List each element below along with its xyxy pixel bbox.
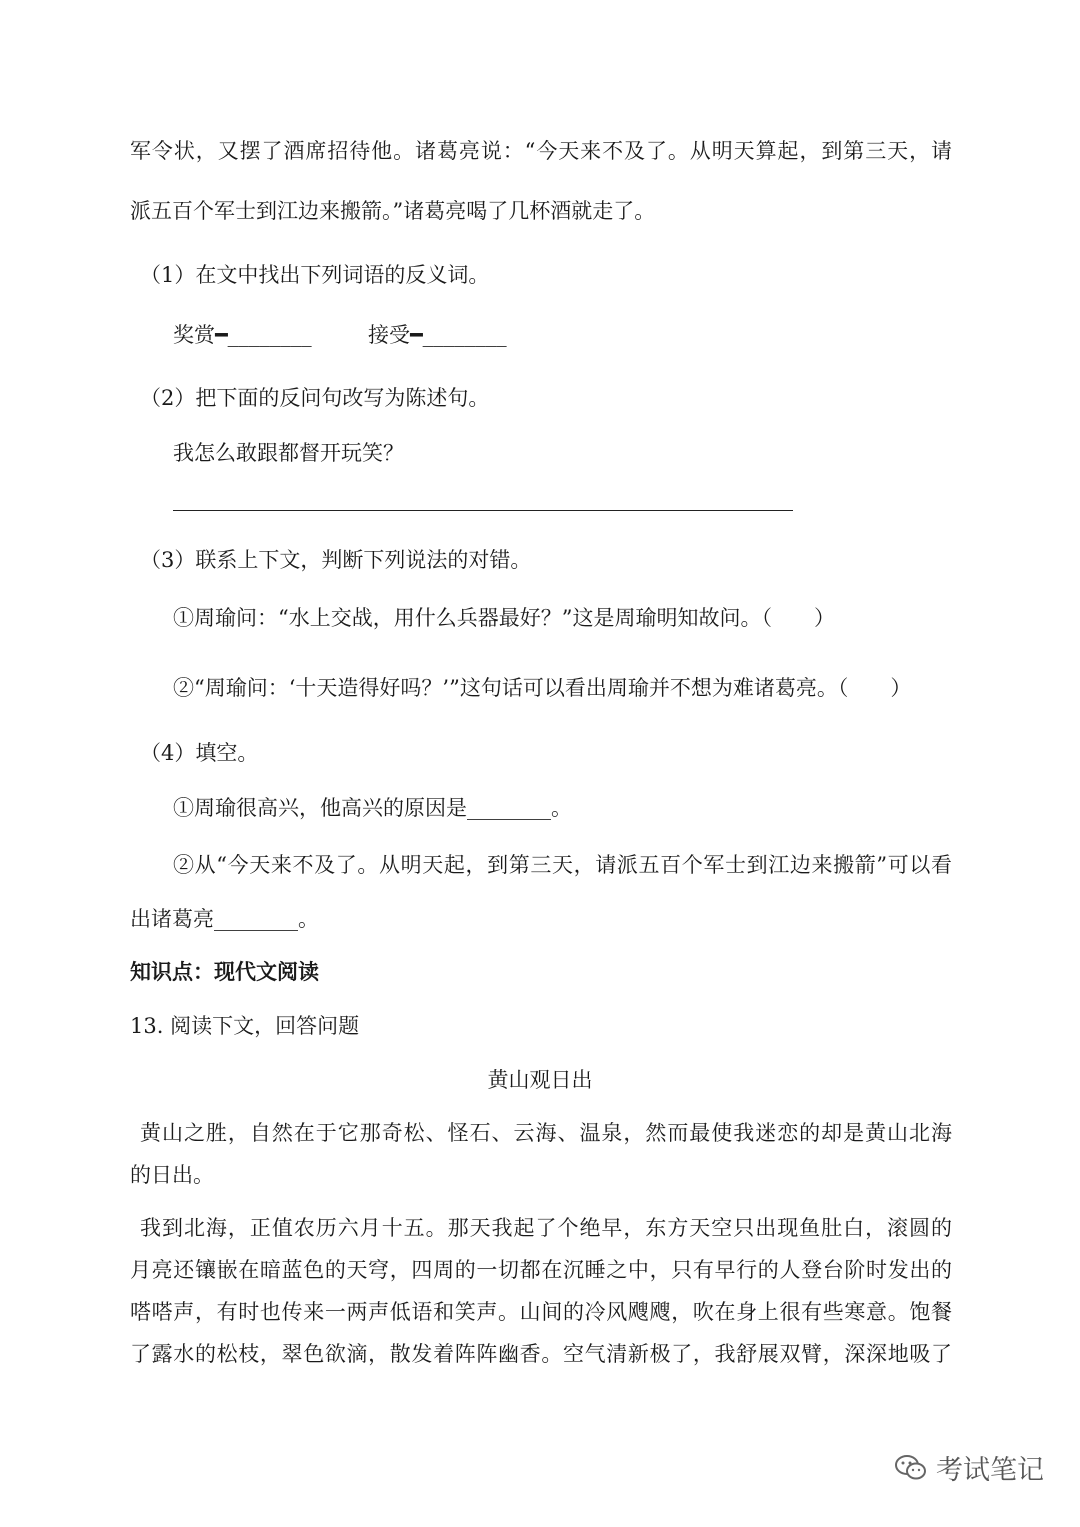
knowledge-point-heading: 知识点：现代文阅读: [130, 960, 319, 984]
article-title: 黄山观日出: [487, 1068, 593, 1092]
question-3-prompt: （3）联系上下文，判断下列说法的对错。: [140, 548, 532, 572]
passage-line-1: 军令状，又摆了酒席招待他。诸葛亮说：“今天来不及了。从明天算起，到第三天，请: [130, 139, 952, 163]
article-paragraph-2-line-3: 嗒嗒声，有时也传来一两声低语和笑声。山间的冷风飕飕，吹在身上很有些寒意。饱餐: [130, 1300, 952, 1324]
fill-item-2-line-1: ②从“今天来不及了。从明天起，到第三天，请派五百个军士到江边来搬箭”可以看: [173, 853, 952, 877]
article-paragraph-1-line-2: 的日出。: [130, 1163, 214, 1187]
fill-item-2-line-2: 出诸葛亮________。: [130, 907, 319, 931]
watermark-text: 考试笔记: [936, 1455, 1044, 1486]
question-4-prompt: （4）填空。: [140, 741, 259, 765]
article-paragraph-2-line-2: 月亮还镶嵌在暗蓝色的天穹，四周的一切都在沉睡之中，只有早行的人登台阶时发出的: [130, 1258, 952, 1282]
judgement-item-1: ①周瑜问：“水上交战，用什么兵器最好？”这是周瑜明知故问。（ ）: [173, 606, 835, 630]
article-paragraph-2-line-4: 了露水的松枝，翠色欲滴，散发着阵阵幽香。空气清新极了，我舒展双臂，深深地吸了: [130, 1342, 952, 1366]
judgement-item-2: ②“周瑜问：‘十天造得好吗？’”这句话可以看出周瑜并不想为难诸葛亮。（ ）: [173, 676, 912, 700]
article-paragraph-2-line-1: 我到北海，正值农历六月十五。那天我起了个绝早，东方天空只出现鱼肚白，滚圆的: [140, 1216, 952, 1240]
antonym-blank-2: 接受━________: [368, 323, 507, 347]
wechat-icon: [894, 1453, 928, 1483]
article-paragraph-1-line-1: 黄山之胜，自然在于它那奇松、怪石、云海、温泉，然而最使我迷恋的却是黄山北海: [140, 1121, 952, 1145]
passage-line-2: 派五百个军士到江边来搬箭。”诸葛亮喝了几杯酒就走了。: [130, 199, 656, 223]
question-2-prompt: （2）把下面的反问句改写为陈述句。: [140, 386, 490, 410]
antonym-blank-1: 奖赏━________: [173, 323, 312, 347]
question-13-prompt: 13. 阅读下文，回答问题: [130, 1014, 360, 1038]
question-1-prompt: （1）在文中找出下列词语的反义词。: [140, 263, 490, 287]
watermark: [894, 1448, 1044, 1487]
answer-line: [173, 510, 793, 511]
rhetorical-question: 我怎么敢跟都督开玩笑？: [173, 441, 404, 465]
fill-item-1: ①周瑜很高兴，他高兴的原因是________。: [173, 796, 572, 820]
